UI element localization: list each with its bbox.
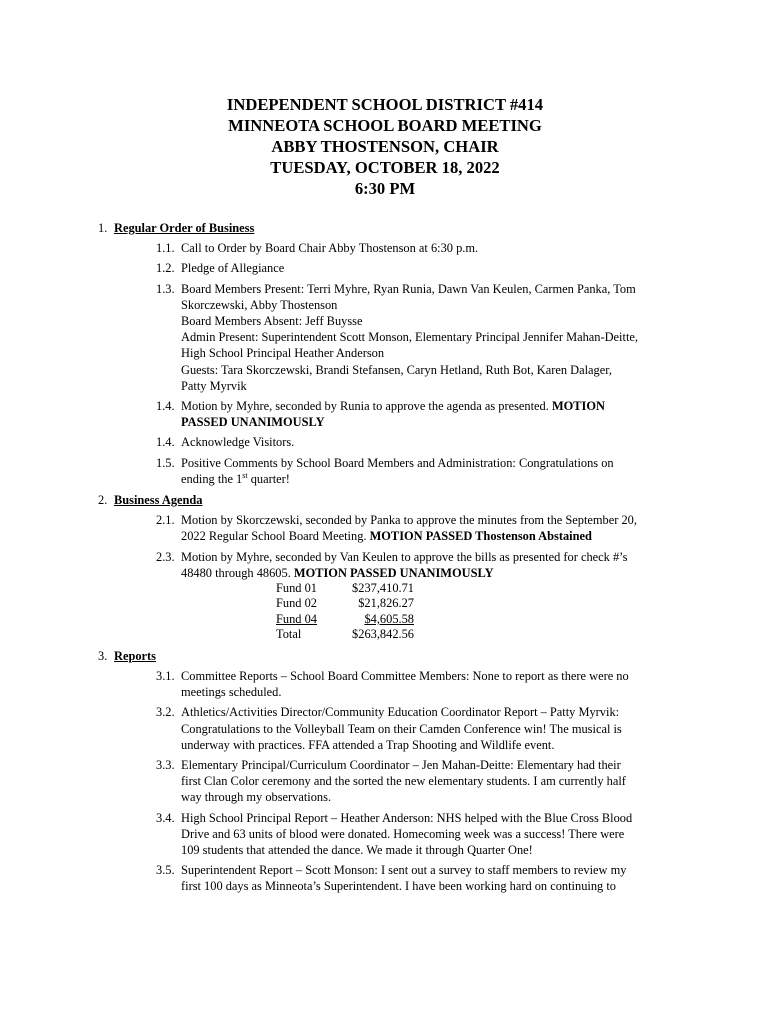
item-text: Superintendent Report – Scott Monson: I sent out a survey to staff members to review my first 100 days as Minneota’s Superintendent. I have been working hard on continuing to — [181, 863, 627, 894]
section-number: 3. — [98, 648, 108, 663]
meeting-date: TUESDAY, OCTOBER 18, 2022 — [270, 158, 500, 177]
fund-name: Fund 02 — [276, 596, 317, 611]
agenda-item — [0, 434, 770, 450]
fund-amount: $21,826.27 — [358, 596, 414, 611]
item-number: 3.4. — [156, 810, 175, 825]
item-number: 1.4. — [156, 399, 175, 414]
report-item — [0, 668, 770, 700]
item-number: 2.1. — [156, 513, 175, 528]
motion-text: Motion by Skorczewski, seconded by Panka to approve the minutes from the September 20, 2022 Regular School Board Meeting. — [181, 513, 637, 544]
district-title: INDEPENDENT SCHOOL DISTRICT #414 — [226, 95, 544, 114]
table-row — [276, 612, 414, 627]
report-item — [0, 862, 770, 894]
section-heading-regular-order — [0, 220, 770, 236]
chair-name: ABBY THOSTENSON, CHAIR — [271, 137, 499, 156]
item-number: 1.1. — [156, 241, 175, 256]
members-present: Board Members Present: Terri Myhre, Ryan Runia, Dawn Van Keulen, Carmen Panka, Tom Skorczewski, Abby Thostenson — [181, 281, 636, 312]
motion-result: MOTION PASSED UNANIMOUSLY — [293, 565, 494, 580]
comments-text: Positive Comments by School Board Members and Administration: Congratulations on ending the 1 — [181, 455, 614, 486]
guests: Guests: Tara Skorczewski, Brandi Stefansen, Caryn Hetland, Ruth Bot, Karen Dalager, Patty Myrvik — [181, 362, 612, 393]
minutes-body — [0, 215, 770, 895]
report-item — [0, 757, 770, 806]
motion-text: Motion by Myhre, seconded by Runia to approve the agenda as presented. — [181, 399, 552, 414]
agenda-item — [0, 240, 770, 256]
item-text — [181, 455, 640, 487]
item-text: Pledge of Allegiance — [181, 261, 285, 276]
item-text — [181, 512, 640, 544]
item-number: 3.5. — [156, 863, 175, 878]
section-title: Reports — [114, 648, 156, 663]
item-number: 1.3. — [156, 281, 175, 296]
item-text: High School Principal Report – Heather Anderson: NHS helped with the Blue Cross Blood Drive and 63 units of blood were donated. Homecoming week was a success! There were 109 students that attended the dance. We made it through Quarter One! — [181, 810, 633, 857]
item-text — [181, 398, 640, 430]
motion-result: MOTION PASSED UNANIMOUSLY — [181, 399, 605, 430]
agenda-item — [0, 260, 770, 276]
item-number: 3.1. — [156, 668, 175, 683]
item-text: Call to Order by Board Chair Abby Thostenson at 6:30 p.m. — [181, 241, 479, 256]
item-number: 1.2. — [156, 261, 175, 276]
members-absent: Board Members Absent: Jeff Buysse — [181, 314, 363, 329]
item-number: 1.4. — [156, 435, 175, 450]
meeting-title: MINNEOTA SCHOOL BOARD MEETING — [228, 116, 542, 135]
item-text: Athletics/Activities Director/Community Education Coordinator Report – Patty Myrvik: Congratulations to the Volleyball Team on their Camden Conference win! The musical is underway with practices. FFA attended a Trap Shooting and Wildlife event. — [181, 705, 622, 752]
agenda-item-motion — [0, 398, 770, 430]
agenda-item — [0, 455, 770, 487]
section-number: 1. — [98, 221, 108, 235]
item-number: 3.3. — [156, 757, 175, 772]
item-text: Committee Reports – School Board Committee Members: None to report as there were no meetings scheduled. — [181, 668, 629, 700]
item-text: Acknowledge Visitors. — [181, 435, 295, 450]
item-number: 2.3. — [156, 549, 175, 564]
section-heading-reports — [0, 648, 770, 664]
report-item — [0, 810, 770, 859]
fund-name: Total — [276, 627, 302, 642]
item-number: 3.2. — [156, 705, 175, 720]
agenda-item-motion — [0, 512, 770, 544]
fund-name: Fund 04 — [276, 611, 317, 626]
section-heading-business-agenda — [0, 492, 770, 508]
admin-present: Admin Present: Superintendent Scott Monson, Elementary Principal Jennifer Mahan-Deitte, High School Principal Heather Anderson — [181, 330, 638, 361]
section-number: 2. — [98, 493, 108, 508]
agenda-item-motion — [0, 549, 770, 581]
fund-totals-table — [276, 581, 414, 643]
meeting-time: 6:30 PM — [354, 179, 416, 198]
report-item — [0, 704, 770, 753]
ordinal-suffix: st — [242, 470, 248, 480]
table-row — [276, 596, 414, 611]
item-number: 1.5. — [156, 455, 175, 470]
comments-tail: quarter! — [247, 471, 290, 486]
fund-amount: $237,410.71 — [352, 581, 414, 596]
item-text: Elementary Principal/Curriculum Coordinator – Jen Mahan-Deitte: Elementary had their first Clan Color ceremony and the sorted the new elementary students. I am currently half way through my observations. — [181, 757, 626, 805]
motion-result: MOTION PASSED Thostenson Abstained — [369, 529, 592, 544]
motion-text: Motion by Myhre, seconded by Van Keulen to approve the bills as presented for check #’s 48480 through 48605. — [181, 549, 628, 580]
item-text — [181, 549, 640, 581]
fund-amount: $263,842.56 — [352, 627, 414, 642]
document-header — [0, 94, 770, 199]
fund-name: Fund 01 — [276, 581, 317, 596]
section-title: Regular Order of Business — [114, 221, 255, 235]
table-row-total — [276, 627, 414, 642]
agenda-item-attendance — [0, 281, 770, 394]
fund-amount: $4,605.58 — [364, 611, 414, 626]
table-row — [276, 581, 414, 596]
section-title: Business Agenda — [114, 493, 203, 508]
